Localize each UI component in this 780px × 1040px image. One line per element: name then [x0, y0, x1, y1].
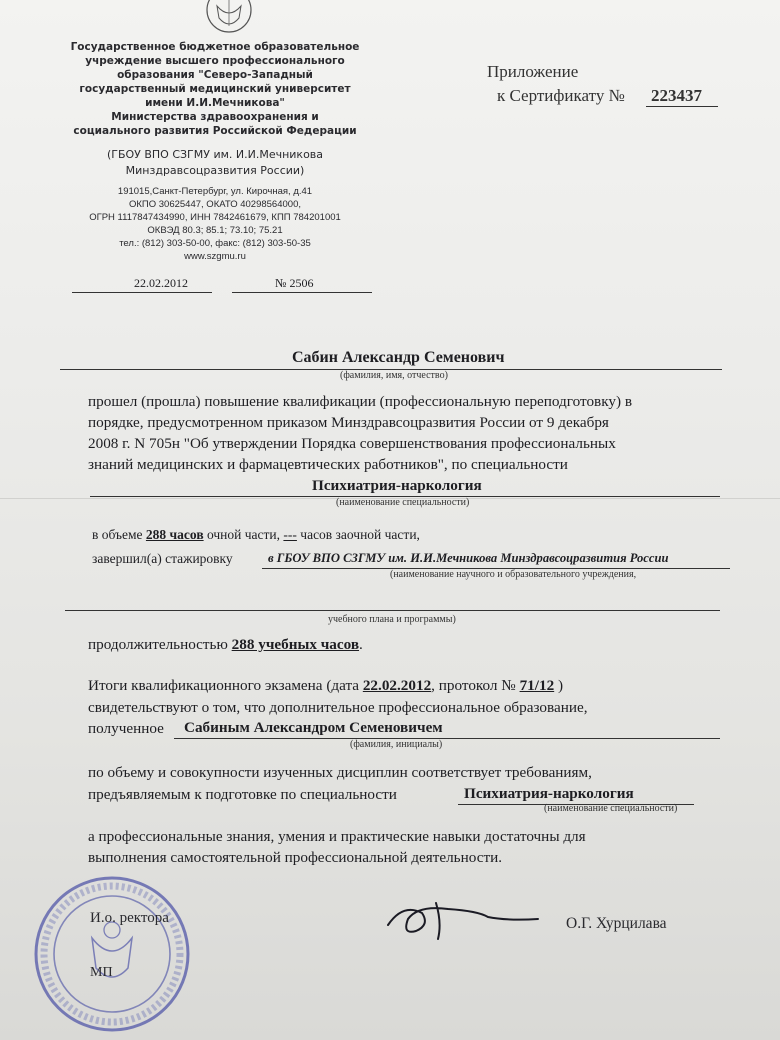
handwritten-signature [378, 895, 548, 945]
organization-abbreviation [40, 147, 390, 179]
number-underline [232, 292, 372, 293]
program-underline [65, 610, 720, 611]
institution-caption: (наименование научного и образовательного учреждения, [390, 569, 637, 580]
recipient-caption: (фамилия, инициалы) [350, 739, 443, 750]
training-text-line: знаний медицинских и фармацевтических работников", по специальности [88, 456, 568, 473]
appendix-certificate-label: к Сертификату № [497, 86, 625, 105]
organization-address [40, 185, 390, 263]
exam-text-line: свидетельствуют о том, что дополнительное профессиональное образование, [88, 699, 588, 716]
duration-suffix: . [359, 636, 363, 653]
certificate-number-underline [646, 106, 718, 107]
compliance-specialty-prefix: предъявляемым к подготовке по специальности [88, 786, 397, 803]
person-full-name: Сабин Александр Семенович [292, 349, 505, 366]
org-line: государственный медицинский университет [79, 83, 351, 95]
org-line: имени И.И.Мечникова" [145, 97, 285, 109]
compliance-specialty-caption: (наименование специальности) [544, 803, 678, 814]
acting-rector-label: И.о. ректора [90, 910, 169, 926]
address-line: ОКПО 30625447, ОКАТО 40298564000, [128, 199, 301, 210]
volume-extramural-hours: --- [283, 527, 297, 542]
address-line: ОКВЭД 80.3; 85.1; 73.10; 75.21 [147, 225, 283, 236]
program-caption: учебного плана и программы) [328, 614, 456, 625]
letter-number: № 2506 [275, 276, 314, 290]
compliance-specialty-value: Психиатрия-наркология [464, 785, 634, 802]
signatory-name: О.Г. Хурцилава [566, 915, 667, 932]
exam-date: 22.02.2012 [362, 677, 432, 694]
org-line: учреждение высшего профессионального [85, 55, 345, 67]
training-text-line: 2008 г. N 705н "Об утверждении Порядка совершенствования профессиональных [88, 435, 616, 452]
duration-value: 288 учебных часов [231, 636, 360, 653]
training-text-line: порядке, предусмотренном приказом Минздравсоцразвития России от 9 декабря [88, 414, 609, 431]
recipient-underline [174, 738, 720, 739]
official-round-stamp [32, 868, 192, 1040]
abbrev-line: Минздравсоцразвития России) [125, 164, 305, 177]
org-line: социального развития Российской Федерации [73, 125, 357, 137]
name-caption: (фамилия, имя, отчество) [340, 370, 448, 381]
org-line: Министерства здравоохранения и [111, 111, 319, 123]
specialty-caption: (наименование специальности) [336, 497, 470, 508]
volume-line [92, 527, 420, 543]
certificate-number: 223437 [651, 86, 702, 105]
compliance-text-line: по объему и совокупности изученных дисциплин соответствует требованиям, [88, 764, 592, 781]
volume-suffix: часов заочной части, [300, 527, 420, 542]
appendix-title: Приложение [487, 62, 579, 81]
exam-close: ) [557, 677, 564, 694]
org-line: образования "Северо-Западный [117, 69, 313, 81]
volume-mid: очной части, [206, 527, 281, 542]
training-text-line: прошел (прошла) повышение квалификации (профессиональную переподготовку) в [88, 393, 633, 410]
coat-of-arms-emblem [203, 0, 255, 34]
address-line: www.szgmu.ru [184, 251, 246, 262]
exam-protocol-label: , протокол № [431, 677, 516, 694]
volume-prefix: в объеме [92, 527, 143, 542]
address-line: ОГРН 1117847434990, ИНН 7842461679, КПП 784201001 [89, 212, 341, 223]
exam-prefix: Итоги квалификационного экзамена (дата [88, 677, 360, 694]
volume-hours: 288 часов [145, 527, 204, 542]
internship-prefix: завершил(а) стажировку [92, 551, 233, 566]
duration-line [88, 636, 363, 654]
exam-recipient-prefix: полученное [88, 720, 164, 737]
seal-place-label: МП [90, 965, 113, 980]
letter-date: 22.02.2012 [134, 276, 188, 290]
duration-prefix: продолжительностью [88, 636, 228, 653]
specialty-value: Психиатрия-наркология [312, 477, 482, 494]
exam-protocol-number: 71/12 [519, 677, 555, 694]
skills-text-line: а профессиональные знания, умения и практические навыки достаточны для [88, 828, 586, 845]
abbrev-line: (ГБОУ ВПО СЗГМУ им. И.И.Мечникова [106, 148, 324, 161]
organization-name [40, 40, 390, 138]
exam-recipient-name: Сабиным Александром Семеновичем [184, 719, 443, 736]
date-underline [72, 292, 212, 293]
skills-text-line: выполнения самостоятельной профессиональной деятельности. [88, 849, 503, 866]
address-line: 191015,Санкт-Петербург, ул. Кирочная, д.41 [117, 186, 313, 197]
exam-line [88, 677, 563, 695]
org-line: Государственное бюджетное образовательное [70, 41, 360, 53]
internship-institution: в ГБОУ ВПО СЗГМУ им. И.И.Мечникова Минздравсоцразвития России [268, 551, 669, 565]
address-line: тел.: (812) 303-50-00, факс: (812) 303-50-35 [119, 238, 311, 249]
